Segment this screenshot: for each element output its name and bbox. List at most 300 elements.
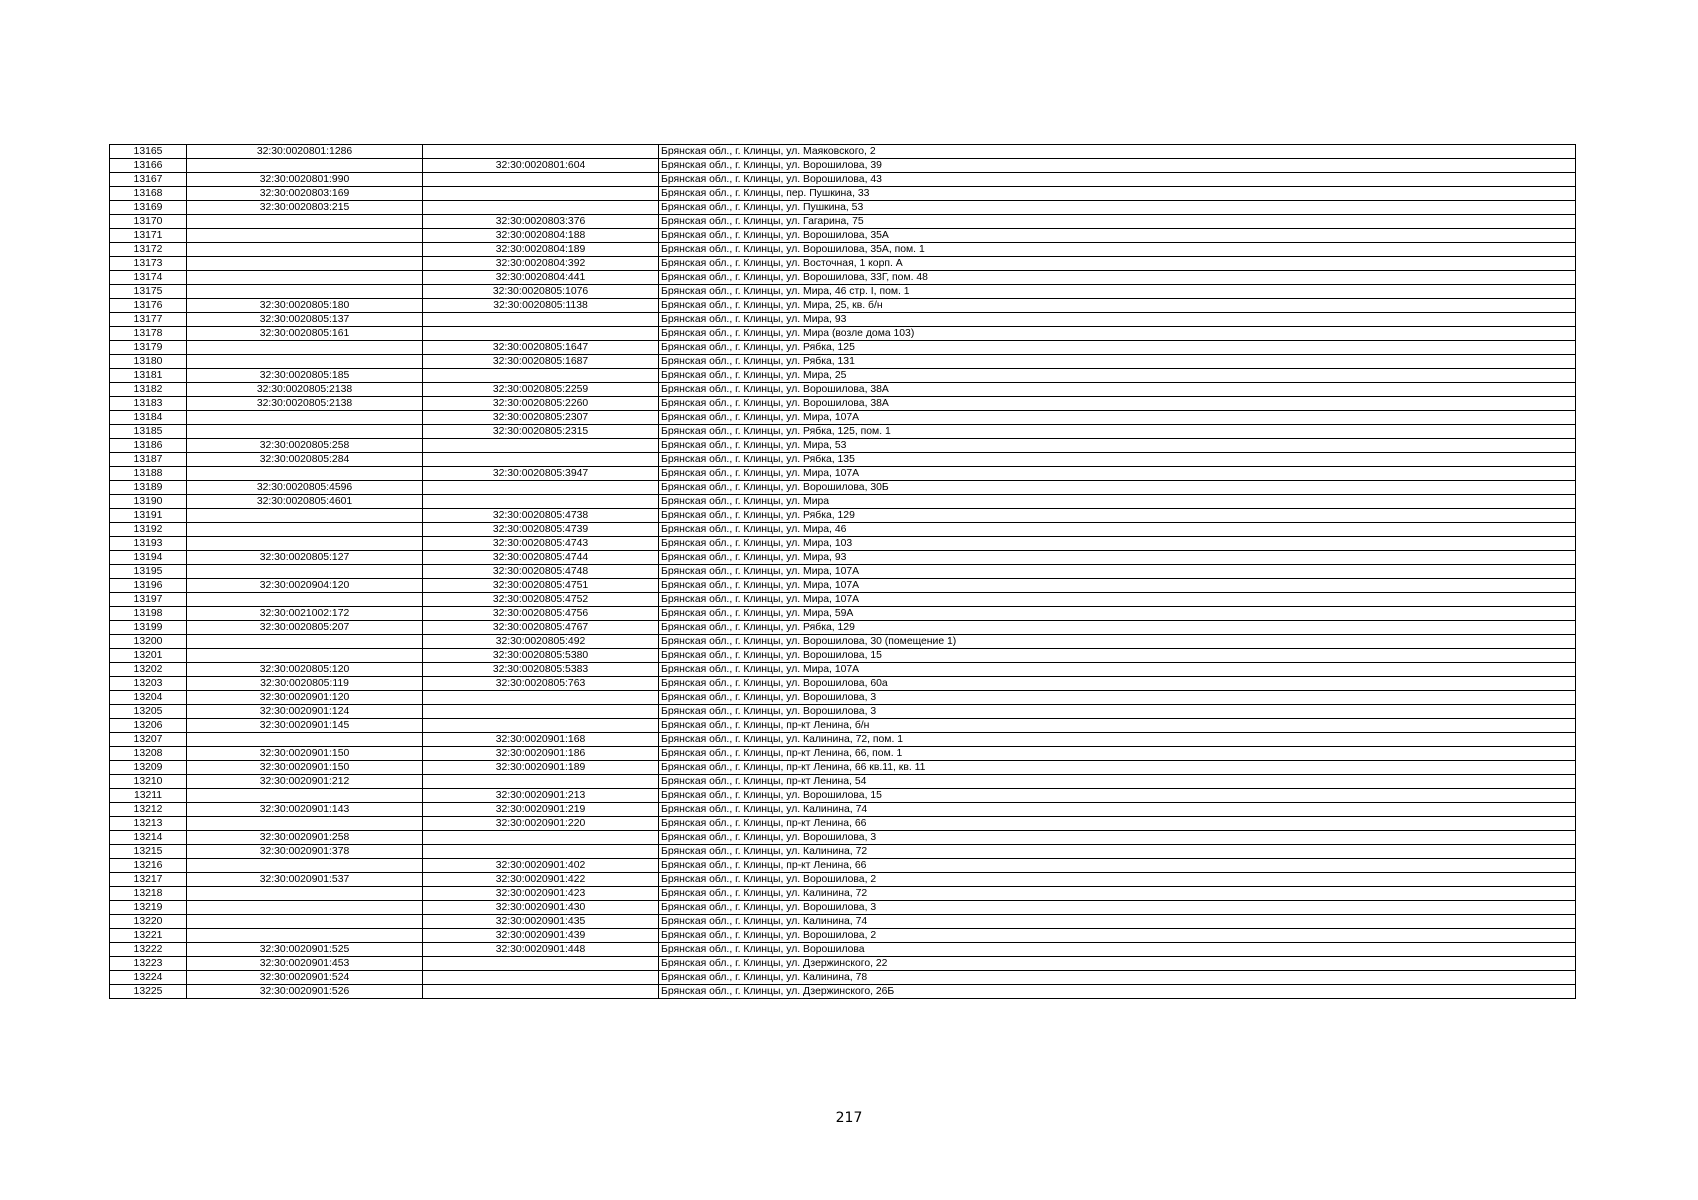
land-cadastral-number-cell bbox=[187, 411, 423, 425]
land-cadastral-number-cell: 32:30:0020901:537 bbox=[187, 873, 423, 887]
building-cadastral-number-cell bbox=[423, 369, 659, 383]
row-number-cell: 13211 bbox=[110, 789, 187, 803]
building-cadastral-number-cell: 32:30:0020901:186 bbox=[423, 747, 659, 761]
address-cell: Брянская обл., г. Клинцы, ул. Ворошилова, 3 bbox=[659, 691, 1576, 705]
address-cell: Брянская обл., г. Клинцы, ул. Калинина, 74 bbox=[659, 803, 1576, 817]
building-cadastral-number-cell: 32:30:0020805:5380 bbox=[423, 649, 659, 663]
row-number-cell: 13208 bbox=[110, 747, 187, 761]
address-cell: Брянская обл., г. Клинцы, ул. Ворошилова, 15 bbox=[659, 649, 1576, 663]
address-cell: Брянская обл., г. Клинцы, пр-кт Ленина, 66 bbox=[659, 859, 1576, 873]
address-cell: Брянская обл., г. Клинцы, ул. Ворошилова, 33Г, пом. 48 bbox=[659, 271, 1576, 285]
land-cadastral-number-cell: 32:30:0020901:524 bbox=[187, 971, 423, 985]
row-number-cell: 13187 bbox=[110, 453, 187, 467]
address-cell: Брянская обл., г. Клинцы, ул. Ворошилова, 2 bbox=[659, 929, 1576, 943]
table-row bbox=[110, 649, 1576, 663]
land-cadastral-number-cell: 32:30:0020805:185 bbox=[187, 369, 423, 383]
table-row bbox=[110, 929, 1576, 943]
table-row bbox=[110, 229, 1576, 243]
row-number-cell: 13182 bbox=[110, 383, 187, 397]
table-row bbox=[110, 145, 1576, 159]
row-number-cell: 13196 bbox=[110, 579, 187, 593]
address-cell: Брянская обл., г. Клинцы, ул. Ворошилова, 43 bbox=[659, 173, 1576, 187]
table-row bbox=[110, 733, 1576, 747]
land-cadastral-number-cell bbox=[187, 341, 423, 355]
address-cell: Брянская обл., г. Клинцы, ул. Мира, 59А bbox=[659, 607, 1576, 621]
address-cell: Брянская обл., г. Клинцы, ул. Мира, 107А bbox=[659, 467, 1576, 481]
table-row bbox=[110, 467, 1576, 481]
land-cadastral-number-cell bbox=[187, 243, 423, 257]
table-row bbox=[110, 901, 1576, 915]
row-number-cell: 13194 bbox=[110, 551, 187, 565]
land-cadastral-number-cell: 32:30:0020901:526 bbox=[187, 985, 423, 999]
land-cadastral-number-cell: 32:30:0020805:284 bbox=[187, 453, 423, 467]
table-row bbox=[110, 691, 1576, 705]
row-number-cell: 13219 bbox=[110, 901, 187, 915]
land-cadastral-number-cell bbox=[187, 467, 423, 481]
building-cadastral-number-cell bbox=[423, 453, 659, 467]
land-cadastral-number-cell: 32:30:0020901:145 bbox=[187, 719, 423, 733]
building-cadastral-number-cell: 32:30:0020805:4751 bbox=[423, 579, 659, 593]
table-row bbox=[110, 761, 1576, 775]
land-cadastral-number-cell bbox=[187, 509, 423, 523]
table-row bbox=[110, 523, 1576, 537]
building-cadastral-number-cell bbox=[423, 831, 659, 845]
row-number-cell: 13212 bbox=[110, 803, 187, 817]
table-row bbox=[110, 943, 1576, 957]
row-number-cell: 13218 bbox=[110, 887, 187, 901]
land-cadastral-number-cell: 32:30:0020805:127 bbox=[187, 551, 423, 565]
table-row bbox=[110, 481, 1576, 495]
land-cadastral-number-cell: 32:30:0020805:258 bbox=[187, 439, 423, 453]
building-cadastral-number-cell bbox=[423, 313, 659, 327]
land-cadastral-number-cell: 32:30:0020901:150 bbox=[187, 761, 423, 775]
building-cadastral-number-cell: 32:30:0020805:763 bbox=[423, 677, 659, 691]
address-cell: Брянская обл., г. Клинцы, ул. Калинина, 74 bbox=[659, 915, 1576, 929]
row-number-cell: 13170 bbox=[110, 215, 187, 229]
address-cell: Брянская обл., г. Клинцы, ул. Рябка, 135 bbox=[659, 453, 1576, 467]
table-row bbox=[110, 859, 1576, 873]
table-row bbox=[110, 173, 1576, 187]
row-number-cell: 13183 bbox=[110, 397, 187, 411]
building-cadastral-number-cell: 32:30:0020804:189 bbox=[423, 243, 659, 257]
land-cadastral-number-cell bbox=[187, 271, 423, 285]
row-number-cell: 13169 bbox=[110, 201, 187, 215]
land-cadastral-number-cell bbox=[187, 593, 423, 607]
building-cadastral-number-cell: 32:30:0020805:2307 bbox=[423, 411, 659, 425]
land-cadastral-number-cell: 32:30:0020805:4601 bbox=[187, 495, 423, 509]
address-cell: Брянская обл., г. Клинцы, ул. Ворошилова, 30 (помещение 1) bbox=[659, 635, 1576, 649]
table-row bbox=[110, 551, 1576, 565]
building-cadastral-number-cell bbox=[423, 845, 659, 859]
address-cell: Брянская обл., г. Клинцы, пр-кт Ленина, б/н bbox=[659, 719, 1576, 733]
row-number-cell: 13174 bbox=[110, 271, 187, 285]
row-number-cell: 13173 bbox=[110, 257, 187, 271]
table-row bbox=[110, 831, 1576, 845]
building-cadastral-number-cell bbox=[423, 173, 659, 187]
table-row bbox=[110, 537, 1576, 551]
row-number-cell: 13215 bbox=[110, 845, 187, 859]
building-cadastral-number-cell: 32:30:0020805:4744 bbox=[423, 551, 659, 565]
building-cadastral-number-cell bbox=[423, 691, 659, 705]
land-cadastral-number-cell: 32:30:0020805:207 bbox=[187, 621, 423, 635]
row-number-cell: 13224 bbox=[110, 971, 187, 985]
land-cadastral-number-cell: 32:30:0020803:169 bbox=[187, 187, 423, 201]
table-row bbox=[110, 719, 1576, 733]
table-row bbox=[110, 397, 1576, 411]
building-cadastral-number-cell: 32:30:0020803:376 bbox=[423, 215, 659, 229]
address-cell: Брянская обл., г. Клинцы, ул. Рябка, 129 bbox=[659, 621, 1576, 635]
building-cadastral-number-cell: 32:30:0020805:4756 bbox=[423, 607, 659, 621]
row-number-cell: 13197 bbox=[110, 593, 187, 607]
row-number-cell: 13190 bbox=[110, 495, 187, 509]
land-cadastral-number-cell bbox=[187, 229, 423, 243]
row-number-cell: 13206 bbox=[110, 719, 187, 733]
row-number-cell: 13176 bbox=[110, 299, 187, 313]
row-number-cell: 13181 bbox=[110, 369, 187, 383]
table-row bbox=[110, 411, 1576, 425]
table-row bbox=[110, 803, 1576, 817]
row-number-cell: 13165 bbox=[110, 145, 187, 159]
land-cadastral-number-cell bbox=[187, 285, 423, 299]
address-cell: Брянская обл., г. Клинцы, ул. Гагарина, 75 bbox=[659, 215, 1576, 229]
land-cadastral-number-cell: 32:30:0020805:161 bbox=[187, 327, 423, 341]
table-row bbox=[110, 971, 1576, 985]
address-cell: Брянская обл., г. Клинцы, ул. Ворошилова, 3 bbox=[659, 901, 1576, 915]
building-cadastral-number-cell: 32:30:0020901:435 bbox=[423, 915, 659, 929]
building-cadastral-number-cell bbox=[423, 705, 659, 719]
building-cadastral-number-cell: 32:30:0020805:2259 bbox=[423, 383, 659, 397]
address-cell: Брянская обл., г. Клинцы, ул. Рябка, 129 bbox=[659, 509, 1576, 523]
table-row bbox=[110, 579, 1576, 593]
building-cadastral-number-cell: 32:30:0020805:1687 bbox=[423, 355, 659, 369]
table-row bbox=[110, 341, 1576, 355]
table-row bbox=[110, 439, 1576, 453]
row-number-cell: 13209 bbox=[110, 761, 187, 775]
address-cell: Брянская обл., г. Клинцы, пр-кт Ленина, 66 bbox=[659, 817, 1576, 831]
building-cadastral-number-cell: 32:30:0020805:1647 bbox=[423, 341, 659, 355]
land-cadastral-number-cell: 32:30:0020901:378 bbox=[187, 845, 423, 859]
page-number: 217 bbox=[835, 1110, 863, 1126]
table-row bbox=[110, 327, 1576, 341]
row-number-cell: 13189 bbox=[110, 481, 187, 495]
row-number-cell: 13188 bbox=[110, 467, 187, 481]
address-cell: Брянская обл., г. Клинцы, ул. Восточная, 1 корп. А bbox=[659, 257, 1576, 271]
row-number-cell: 13184 bbox=[110, 411, 187, 425]
address-cell: Брянская обл., г. Клинцы, ул. Мира, 107А bbox=[659, 565, 1576, 579]
land-cadastral-number-cell bbox=[187, 159, 423, 173]
building-cadastral-number-cell: 32:30:0020804:188 bbox=[423, 229, 659, 243]
land-cadastral-number-cell: 32:30:0020801:1286 bbox=[187, 145, 423, 159]
building-cadastral-number-cell bbox=[423, 719, 659, 733]
building-cadastral-number-cell: 32:30:0020901:219 bbox=[423, 803, 659, 817]
address-cell: Брянская обл., г. Клинцы, ул. Мира, 93 bbox=[659, 551, 1576, 565]
address-cell: Брянская обл., г. Клинцы, ул. Мира, 93 bbox=[659, 313, 1576, 327]
row-number-cell: 13225 bbox=[110, 985, 187, 999]
land-cadastral-number-cell: 32:30:0020805:120 bbox=[187, 663, 423, 677]
table-row bbox=[110, 663, 1576, 677]
land-cadastral-number-cell bbox=[187, 355, 423, 369]
address-cell: Брянская обл., г. Клинцы, ул. Мира, 103 bbox=[659, 537, 1576, 551]
row-number-cell: 13185 bbox=[110, 425, 187, 439]
building-cadastral-number-cell: 32:30:0020804:392 bbox=[423, 257, 659, 271]
building-cadastral-number-cell: 32:30:0020901:422 bbox=[423, 873, 659, 887]
address-cell: Брянская обл., г. Клинцы, пер. Пушкина, 33 bbox=[659, 187, 1576, 201]
table-row bbox=[110, 509, 1576, 523]
address-cell: Брянская обл., г. Клинцы, ул. Дзержинского, 22 bbox=[659, 957, 1576, 971]
table-row bbox=[110, 985, 1576, 999]
land-cadastral-number-cell: 32:30:0020803:215 bbox=[187, 201, 423, 215]
building-cadastral-number-cell bbox=[423, 201, 659, 215]
table-row bbox=[110, 257, 1576, 271]
address-cell: Брянская обл., г. Клинцы, ул. Маяковского, 2 bbox=[659, 145, 1576, 159]
land-cadastral-number-cell: 32:30:0020901:124 bbox=[187, 705, 423, 719]
building-cadastral-number-cell bbox=[423, 495, 659, 509]
table-row bbox=[110, 159, 1576, 173]
row-number-cell: 13223 bbox=[110, 957, 187, 971]
row-number-cell: 13166 bbox=[110, 159, 187, 173]
building-cadastral-number-cell: 32:30:0020805:5383 bbox=[423, 663, 659, 677]
address-cell: Брянская обл., г. Клинцы, ул. Калинина, 72, пом. 1 bbox=[659, 733, 1576, 747]
row-number-cell: 13217 bbox=[110, 873, 187, 887]
building-cadastral-number-cell bbox=[423, 187, 659, 201]
building-cadastral-number-cell: 32:30:0020805:2260 bbox=[423, 397, 659, 411]
building-cadastral-number-cell bbox=[423, 971, 659, 985]
table-row bbox=[110, 565, 1576, 579]
address-cell: Брянская обл., г. Клинцы, ул. Рябка, 125 bbox=[659, 341, 1576, 355]
land-cadastral-number-cell bbox=[187, 523, 423, 537]
row-number-cell: 13210 bbox=[110, 775, 187, 789]
building-cadastral-number-cell bbox=[423, 957, 659, 971]
address-cell: Брянская обл., г. Клинцы, ул. Мира, 46 стр. I, пом. 1 bbox=[659, 285, 1576, 299]
building-cadastral-number-cell bbox=[423, 775, 659, 789]
table-row bbox=[110, 369, 1576, 383]
row-number-cell: 13220 bbox=[110, 915, 187, 929]
building-cadastral-number-cell: 32:30:0020901:213 bbox=[423, 789, 659, 803]
building-cadastral-number-cell bbox=[423, 327, 659, 341]
building-cadastral-number-cell bbox=[423, 481, 659, 495]
table-row bbox=[110, 201, 1576, 215]
address-cell: Брянская обл., г. Клинцы, ул. Мира, 25, кв. б/н bbox=[659, 299, 1576, 313]
land-cadastral-number-cell bbox=[187, 425, 423, 439]
building-cadastral-number-cell: 32:30:0020804:441 bbox=[423, 271, 659, 285]
address-cell: Брянская обл., г. Клинцы, пр-кт Ленина, 66 кв.11, кв. 11 bbox=[659, 761, 1576, 775]
land-cadastral-number-cell: 32:30:0020805:2138 bbox=[187, 383, 423, 397]
address-cell: Брянская обл., г. Клинцы, ул. Пушкина, 53 bbox=[659, 201, 1576, 215]
address-cell: Брянская обл., г. Клинцы, ул. Ворошилова bbox=[659, 943, 1576, 957]
table-row bbox=[110, 453, 1576, 467]
land-cadastral-number-cell bbox=[187, 915, 423, 929]
address-cell: Брянская обл., г. Клинцы, ул. Ворошилова, 39 bbox=[659, 159, 1576, 173]
row-number-cell: 13216 bbox=[110, 859, 187, 873]
table-row bbox=[110, 677, 1576, 691]
table-row bbox=[110, 187, 1576, 201]
building-cadastral-number-cell: 32:30:0020805:1076 bbox=[423, 285, 659, 299]
row-number-cell: 13171 bbox=[110, 229, 187, 243]
building-cadastral-number-cell: 32:30:0020901:220 bbox=[423, 817, 659, 831]
row-number-cell: 13213 bbox=[110, 817, 187, 831]
address-cell: Брянская обл., г. Клинцы, ул. Ворошилова, 30Б bbox=[659, 481, 1576, 495]
table-row bbox=[110, 285, 1576, 299]
land-cadastral-number-cell bbox=[187, 929, 423, 943]
address-cell: Брянская обл., г. Клинцы, ул. Дзержинского, 26Б bbox=[659, 985, 1576, 999]
land-cadastral-number-cell: 32:30:0020805:2138 bbox=[187, 397, 423, 411]
row-number-cell: 13195 bbox=[110, 565, 187, 579]
building-cadastral-number-cell: 32:30:0020901:189 bbox=[423, 761, 659, 775]
table-row bbox=[110, 495, 1576, 509]
table-row bbox=[110, 355, 1576, 369]
table-row bbox=[110, 313, 1576, 327]
building-cadastral-number-cell: 32:30:0020805:4739 bbox=[423, 523, 659, 537]
land-cadastral-number-cell: 32:30:0020901:258 bbox=[187, 831, 423, 845]
land-cadastral-number-cell: 32:30:0020805:180 bbox=[187, 299, 423, 313]
row-number-cell: 13175 bbox=[110, 285, 187, 299]
land-cadastral-number-cell bbox=[187, 901, 423, 915]
building-cadastral-number-cell: 32:30:0020805:4743 bbox=[423, 537, 659, 551]
land-cadastral-number-cell bbox=[187, 565, 423, 579]
row-number-cell: 13198 bbox=[110, 607, 187, 621]
table-row bbox=[110, 635, 1576, 649]
building-cadastral-number-cell: 32:30:0020901:402 bbox=[423, 859, 659, 873]
table-row bbox=[110, 747, 1576, 761]
address-cell: Брянская обл., г. Клинцы, ул. Ворошилова, 38А bbox=[659, 383, 1576, 397]
row-number-cell: 13214 bbox=[110, 831, 187, 845]
land-cadastral-number-cell bbox=[187, 257, 423, 271]
row-number-cell: 13180 bbox=[110, 355, 187, 369]
land-cadastral-number-cell: 32:30:0020901:150 bbox=[187, 747, 423, 761]
row-number-cell: 13203 bbox=[110, 677, 187, 691]
address-cell: Брянская обл., г. Клинцы, ул. Рябка, 125, пом. 1 bbox=[659, 425, 1576, 439]
address-cell: Брянская обл., г. Клинцы, пр-кт Ленина, 66, пом. 1 bbox=[659, 747, 1576, 761]
land-cadastral-number-cell: 32:30:0020901:525 bbox=[187, 943, 423, 957]
address-cell: Брянская обл., г. Клинцы, ул. Мира, 107А bbox=[659, 411, 1576, 425]
building-cadastral-number-cell: 32:30:0020805:492 bbox=[423, 635, 659, 649]
building-cadastral-number-cell: 32:30:0020805:4748 bbox=[423, 565, 659, 579]
row-number-cell: 13222 bbox=[110, 943, 187, 957]
land-cadastral-number-cell: 32:30:0020805:119 bbox=[187, 677, 423, 691]
address-cell: Брянская обл., г. Клинцы, ул. Ворошилова, 35А, пом. 1 bbox=[659, 243, 1576, 257]
address-cell: Брянская обл., г. Клинцы, ул. Ворошилова, 35А bbox=[659, 229, 1576, 243]
table-row bbox=[110, 915, 1576, 929]
table-row bbox=[110, 425, 1576, 439]
land-cadastral-number-cell: 32:30:0020901:120 bbox=[187, 691, 423, 705]
registry-table bbox=[109, 144, 1576, 999]
table-row bbox=[110, 593, 1576, 607]
address-cell: Брянская обл., г. Клинцы, ул. Ворошилова, 60а bbox=[659, 677, 1576, 691]
table-row bbox=[110, 845, 1576, 859]
building-cadastral-number-cell: 32:30:0020805:4752 bbox=[423, 593, 659, 607]
table-row bbox=[110, 621, 1576, 635]
table-row bbox=[110, 607, 1576, 621]
address-cell: Брянская обл., г. Клинцы, ул. Ворошилова, 3 bbox=[659, 705, 1576, 719]
address-cell: Брянская обл., г. Клинцы, ул. Ворошилова, 3 bbox=[659, 831, 1576, 845]
address-cell: Брянская обл., г. Клинцы, пр-кт Ленина, 54 bbox=[659, 775, 1576, 789]
row-number-cell: 13221 bbox=[110, 929, 187, 943]
land-cadastral-number-cell: 32:30:0020801:990 bbox=[187, 173, 423, 187]
table-row bbox=[110, 299, 1576, 313]
address-cell: Брянская обл., г. Клинцы, ул. Мира, 107А bbox=[659, 593, 1576, 607]
table-row bbox=[110, 957, 1576, 971]
address-cell: Брянская обл., г. Клинцы, ул. Мира, 53 bbox=[659, 439, 1576, 453]
address-cell: Брянская обл., г. Клинцы, ул. Мира (возле дома 103) bbox=[659, 327, 1576, 341]
building-cadastral-number-cell bbox=[423, 145, 659, 159]
row-number-cell: 13207 bbox=[110, 733, 187, 747]
address-cell: Брянская обл., г. Клинцы, ул. Мира, 107А bbox=[659, 663, 1576, 677]
land-cadastral-number-cell bbox=[187, 649, 423, 663]
table-row bbox=[110, 873, 1576, 887]
address-cell: Брянская обл., г. Клинцы, ул. Ворошилова, 38А bbox=[659, 397, 1576, 411]
land-cadastral-number-cell: 32:30:0020805:137 bbox=[187, 313, 423, 327]
row-number-cell: 13193 bbox=[110, 537, 187, 551]
address-cell: Брянская обл., г. Клинцы, ул. Ворошилова, 15 bbox=[659, 789, 1576, 803]
address-cell: Брянская обл., г. Клинцы, ул. Мира, 46 bbox=[659, 523, 1576, 537]
building-cadastral-number-cell: 32:30:0020801:604 bbox=[423, 159, 659, 173]
table-row bbox=[110, 383, 1576, 397]
address-cell: Брянская обл., г. Клинцы, ул. Мира, 107А bbox=[659, 579, 1576, 593]
land-cadastral-number-cell: 32:30:0020805:4596 bbox=[187, 481, 423, 495]
row-number-cell: 13204 bbox=[110, 691, 187, 705]
row-number-cell: 13186 bbox=[110, 439, 187, 453]
row-number-cell: 13177 bbox=[110, 313, 187, 327]
row-number-cell: 13202 bbox=[110, 663, 187, 677]
land-cadastral-number-cell: 32:30:0020901:453 bbox=[187, 957, 423, 971]
row-number-cell: 13200 bbox=[110, 635, 187, 649]
table-row bbox=[110, 775, 1576, 789]
land-cadastral-number-cell: 32:30:0020901:143 bbox=[187, 803, 423, 817]
building-cadastral-number-cell: 32:30:0020805:3947 bbox=[423, 467, 659, 481]
land-cadastral-number-cell: 32:30:0021002:172 bbox=[187, 607, 423, 621]
row-number-cell: 13191 bbox=[110, 509, 187, 523]
land-cadastral-number-cell bbox=[187, 859, 423, 873]
building-cadastral-number-cell bbox=[423, 439, 659, 453]
address-cell: Брянская обл., г. Клинцы, ул. Мира bbox=[659, 495, 1576, 509]
land-cadastral-number-cell bbox=[187, 537, 423, 551]
building-cadastral-number-cell: 32:30:0020805:2315 bbox=[423, 425, 659, 439]
land-cadastral-number-cell bbox=[187, 887, 423, 901]
table-row bbox=[110, 271, 1576, 285]
building-cadastral-number-cell: 32:30:0020805:4738 bbox=[423, 509, 659, 523]
table-row bbox=[110, 817, 1576, 831]
row-number-cell: 13192 bbox=[110, 523, 187, 537]
building-cadastral-number-cell: 32:30:0020805:1138 bbox=[423, 299, 659, 313]
land-cadastral-number-cell bbox=[187, 733, 423, 747]
address-cell: Брянская обл., г. Клинцы, ул. Ворошилова, 2 bbox=[659, 873, 1576, 887]
row-number-cell: 13168 bbox=[110, 187, 187, 201]
row-number-cell: 13178 bbox=[110, 327, 187, 341]
table-row bbox=[110, 887, 1576, 901]
building-cadastral-number-cell: 32:30:0020901:168 bbox=[423, 733, 659, 747]
row-number-cell: 13167 bbox=[110, 173, 187, 187]
row-number-cell: 13199 bbox=[110, 621, 187, 635]
table-row bbox=[110, 243, 1576, 257]
building-cadastral-number-cell: 32:30:0020805:4767 bbox=[423, 621, 659, 635]
row-number-cell: 13172 bbox=[110, 243, 187, 257]
row-number-cell: 13205 bbox=[110, 705, 187, 719]
land-cadastral-number-cell: 32:30:0020901:212 bbox=[187, 775, 423, 789]
row-number-cell: 13201 bbox=[110, 649, 187, 663]
land-cadastral-number-cell bbox=[187, 635, 423, 649]
address-cell: Брянская обл., г. Клинцы, ул. Рябка, 131 bbox=[659, 355, 1576, 369]
building-cadastral-number-cell: 32:30:0020901:448 bbox=[423, 943, 659, 957]
row-number-cell: 13179 bbox=[110, 341, 187, 355]
table-row bbox=[110, 215, 1576, 229]
building-cadastral-number-cell: 32:30:0020901:439 bbox=[423, 929, 659, 943]
address-cell: Брянская обл., г. Клинцы, ул. Мира, 25 bbox=[659, 369, 1576, 383]
land-cadastral-number-cell bbox=[187, 215, 423, 229]
address-cell: Брянская обл., г. Клинцы, ул. Калинина, 72 bbox=[659, 845, 1576, 859]
land-cadastral-number-cell bbox=[187, 789, 423, 803]
table-body bbox=[110, 145, 1576, 999]
building-cadastral-number-cell: 32:30:0020901:423 bbox=[423, 887, 659, 901]
